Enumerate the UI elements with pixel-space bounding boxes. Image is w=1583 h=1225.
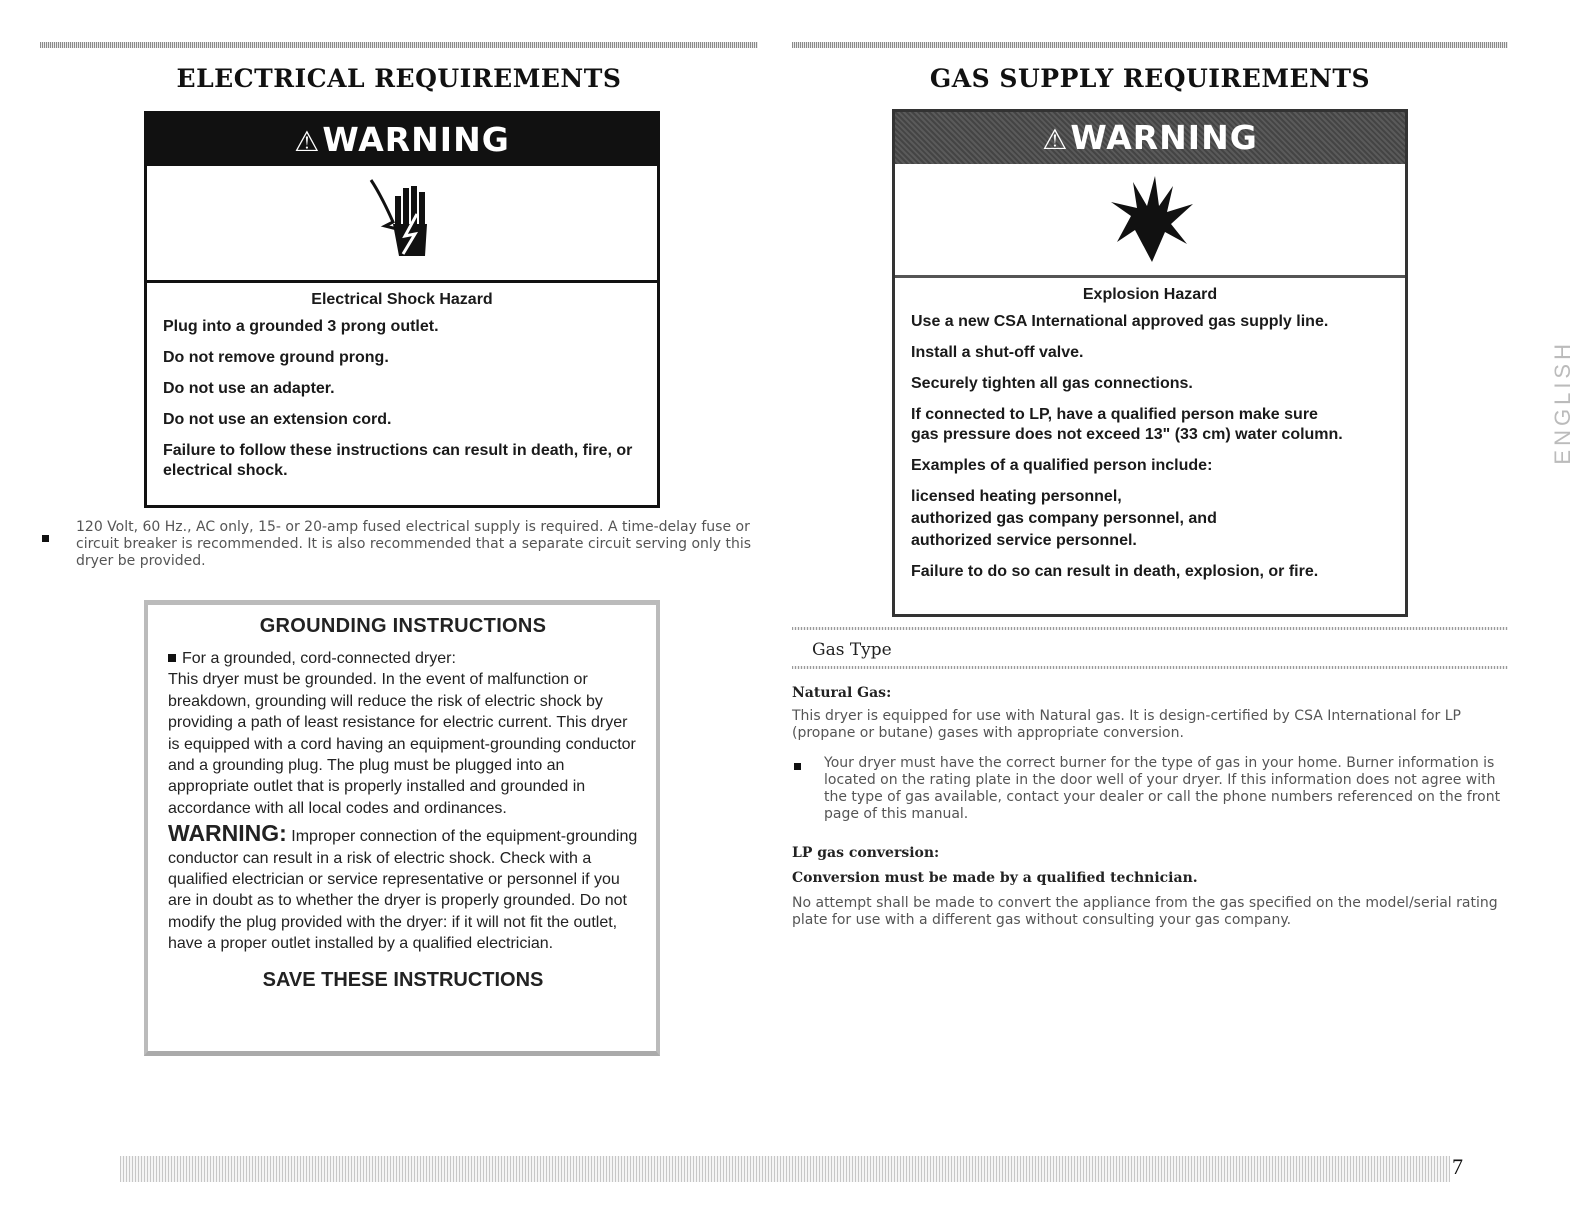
warning-line-1: Plug into a grounded 3 prong outlet. [163, 318, 439, 335]
grounding-bullet-line [168, 648, 638, 669]
warning-triangle-icon: ⚠ [294, 125, 321, 158]
grounding-warning-label: WARNING: [168, 820, 287, 847]
warning-triangle-icon: ⚠ [1042, 123, 1069, 156]
natural-gas-label: Natural Gas: [792, 685, 892, 701]
electrical-requirements-title: ELECTRICAL REQUIREMENTS [176, 64, 622, 93]
gas-supply-requirements-title: GAS SUPPLY REQUIREMENTS [929, 64, 1371, 93]
gas-type-heading: Gas Type [812, 640, 892, 660]
lp-conversion-bold-text: Conversion must be made by a qualified technician. [792, 870, 1198, 886]
language-side-tab: ENGLISH [1550, 340, 1575, 465]
explosion-icon-area [895, 164, 1405, 278]
grounding-content [168, 605, 638, 992]
gas-warning-line-7: Failure to do so can result in death, explosion, or fire. [911, 563, 1319, 580]
gas-hazard-title: Explosion Hazard [1082, 286, 1218, 303]
lp-conversion-text: No attempt shall be made to convert the appliance from the gas specified on the model/serial rating plate for use with a different gas without consulting your gas company. [792, 895, 1498, 928]
warning-line-4: Do not use an extension cord. [163, 411, 392, 428]
grounding-warning-paragraph [168, 820, 638, 954]
gas-warning-header-text: WARNING [1070, 118, 1258, 157]
top-rule-left [40, 42, 758, 48]
gas-warning-header [895, 112, 1405, 164]
electrical-warning-box [144, 111, 660, 508]
gas-warning-line-4: If connected to LP, have a qualified person make sure gas pressure does not exceed 13" (33 cm) water column. [911, 406, 1343, 443]
gas-warning-box [892, 109, 1408, 617]
gas-warning-line-1: Use a new CSA International approved gas supply line. [911, 313, 1329, 330]
gas-warning-line-6a: licensed heating personnel, [911, 488, 1122, 505]
grounding-bullet-icon [168, 654, 176, 662]
bullet-marker [42, 535, 49, 542]
warning-line-5: Failure to follow these instructions can result in death, fire, or electrical shock. [163, 442, 633, 479]
shock-icon-area [147, 166, 657, 283]
warning-line-2: Do not remove ground prong. [163, 349, 389, 366]
grounding-instructions-box [144, 600, 660, 1056]
warning-header [147, 114, 657, 166]
footer-dotted-band [120, 1156, 1450, 1182]
hazard-title: Electrical Shock Hazard [311, 291, 493, 308]
gas-warning-line-6b: authorized gas company personnel, and [911, 510, 1217, 527]
gas-warning-line-6c: authorized service personnel. [911, 532, 1137, 549]
top-rule-right [792, 42, 1508, 48]
gas-warning-line-2: Install a shut-off valve. [911, 344, 1084, 361]
gas-warning-line-5: Examples of a qualified person include: [911, 457, 1213, 474]
gas-warning-line-3: Securely tighten all gas connections. [911, 375, 1193, 392]
burner-bullet-text: Your dryer must have the correct burner for the type of gas in your home. Burner information is located on the rating plate in the door well of your dryer. If this information does not agree with the type of gas available, contact your dealer or call the phone numbers referenced on the front page of this manual. [824, 755, 1501, 822]
electric-shock-hand-icon [365, 174, 445, 274]
page-number: 7 [1452, 1154, 1463, 1179]
warning-header-text: WARNING [322, 120, 510, 159]
lp-gas-conversion-label: LP gas conversion: [792, 845, 940, 861]
burner-bullet-marker [794, 763, 801, 770]
grounding-paragraph-2: Improper connection of the equipment-grounding conductor can result in a risk of electric shock. Check with a qualified electrician or service representative or personnel if you are in doubt as to whether the dryer is properly grounded. Do not modify the plug provided with the dryer: if it will not fit the outlet, have a proper outlet installed by a qualified electrician. [168, 828, 638, 953]
grounding-paragraph-1: This dryer must be grounded. In the event of malfunction or breakdown, grounding will reduce the risk of electric shock by providing a path of least resistance for electric current. This dryer is equipped with a cord having an equipment-grounding conductor and a grounding plug. The plug must be plugged into an appropriate outlet that is properly installed and grounded in accordance with all local codes and ordinances. [168, 671, 636, 817]
gas-type-rule-top [792, 627, 1508, 630]
save-instructions: SAVE THESE INSTRUCTIONS [262, 968, 544, 991]
warning-line-3: Do not use an adapter. [163, 380, 335, 397]
natural-gas-text: This dryer is equipped for use with Natural gas. It is design-certified by CSA International for LP (propane or butane) gases with appropriate conversion. [792, 708, 1461, 741]
electrical-supply-text: 120 Volt, 60 Hz., AC only, 15- or 20-amp fused electrical supply is required. A time-delay fuse or circuit breaker is recommended. It is also recommended that a separate circuit serving only this dryer be provided. [76, 519, 752, 569]
gas-type-rule-bottom [792, 666, 1508, 669]
explosion-icon [1107, 172, 1197, 272]
grounding-title: GROUNDING INSTRUCTIONS [259, 615, 547, 637]
grounding-bullet-text: For a grounded, cord-connected dryer: [182, 650, 456, 667]
